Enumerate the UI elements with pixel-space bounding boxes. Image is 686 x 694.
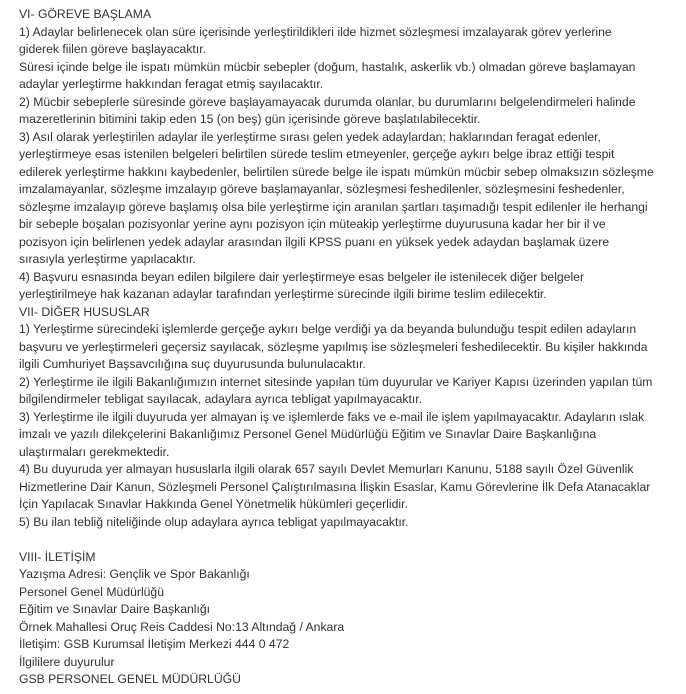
paragraph-vi-1: 1) Adaylar belirlenecek olan süre içerisinde yerleştirildikleri ilde hizmet sözleşmesi imzalayarak görev yerlerine giderek fiilen göreve başlayacaktır. Süresi içinde belge ile ispatı mümkün mücbir sebepler (doğum, hastalık, askerlik vb.) olmadan göreve başlamayan adaylar yerleştirme hakkından feragat etmiş sayılacaktır. xyxy=(19,24,636,91)
announcement-note: İlgililere duyurulur xyxy=(19,654,115,669)
contact-address: Yazışma Adresi: Gençlik ve Spor Bakanlığı xyxy=(19,567,250,581)
section-title-iletisim: VIII- İLETİŞİM xyxy=(19,549,96,564)
contact-department: Personel Genel Müdürlüğü xyxy=(19,584,164,599)
section-iletisim xyxy=(19,549,669,689)
section-goreve-baslama xyxy=(19,6,669,304)
paragraph-vii-3: 3) Yerleştirme ile ilgili duyuruda yer almayan iş ve işlemlerde faks ve e-mail ile işlem yapılmayacaktır. Adayların ıslak imzalı ve yazılı dilekçelerini Bakanlığımız Personel Genel Müdürlüğü Eğitim ve Sınavlar Daire Başkanlığına ulaştırmaları gerekmektedir. xyxy=(19,409,645,459)
paragraph-vi-4: 4) Başvuru esnasında beyan edilen bilgilere dair yerleştirmeye esas belgeler ile istenilecek diğer belgeler yerleştirilmeye hak kazanan adaylar tarafından yerleştirme sürecinde ilgili birime teslim edilecektir. xyxy=(19,269,584,301)
section-title-goreve-baslama: VI- GÖREVE BAŞLAMA xyxy=(19,7,152,21)
paragraph-vii-5: 5) Bu ilan tebliğ niteliğinde olup adaylara ayrıca tebligat yapılmayacaktır. xyxy=(19,514,409,529)
paragraph-vii-4: 4) Bu duyuruda yer almayan hususlarla ilgili olarak 657 sayılı Devlet Memurları Kanunu, 5188 sayılı Özel Güvenlik Hizmetlerine Dair Kanun, Sözleşmeli Personel Çalıştırılmasına İlişkin Esaslar, Kamu Görevlerine İlk Defa Atanacaklar İçin Yapılacak Sınavlar Hakkında Genel Yönetmelik hükümleri geçerlidir. xyxy=(19,462,651,511)
section-spacer xyxy=(19,531,669,549)
paragraph-vii-1: 1) Yerleştirme sürecindeki işlemlerde gerçeğe aykırı belge verdiği ya da beyanda bulunduğu tespit edilen adayların başvuru ve yerleştirmeleri geçersiz sayılacak, sözleşme yapılmış ise sözleşmeleri feshedilecektir. Bu kişiler hakkında ilgili Cumhuriyet Başsavcılığına suç duyurusunda bulunulacaktır. xyxy=(19,322,648,371)
section-diger-hususlar xyxy=(19,304,669,532)
signature-org: GSB PERSONEL GENEL MÜDÜRLÜĞÜ xyxy=(19,672,241,686)
contact-division: Eğitim ve Sınavlar Daire Başkanlığı xyxy=(19,602,211,616)
paragraph-vi-2: 2) Mücbir sebeplerle süresinde göreve başlayamayacak durumda olanlar, bu durumlarını belgelendirmeleri halinde mazeretlerinin bitimini takip eden 15 (on beş) gün içerisinde göreve başlatılabilecektir. xyxy=(19,94,636,126)
contact-street: Örnek Mahallesi Oruç Reis Caddesi No:13 Altındağ / Ankara xyxy=(19,619,345,634)
paragraph-vi-3: 3) Asıl olarak yerleştirilen adaylar ile yerleştirme sırası gelen yedek adaylardan; haklarından feragat edenler, yerleştirmeye esas istenilen belgeleri belirtilen sürede teslim etmeyenler, gerçeğe aykırı belge ibraz ettiği tespit edilerek yerleştirme hakkını kaybedenler, belirtilen sürede belge ile ispatı mümkün mücbir sebep olmaksızın sözleşme imzalamayanlar, sözleşme imzalayıp göreve başlamayanlar, sözleşmesi feshedilenler, sözleşmesini feshedenler, sözleşme imzalayıp göreve başlamış olsa bile yerleştirme için aranılan şartları taşımadığı tespit edilenler ile herhangi bir sebeple boşalan pozisyonlar yerine aynı pozisyon için müteakip yerleştirme duyurusuna kadar her bir il ve pozisyon için belirlenen yedek adaylar arasından ilgili KPSS puanı en yüksek yedek adaydan başlamak üzere sırasıyla yerleştirme yapılacaktır. xyxy=(19,129,654,266)
contact-phone: İletişim: GSB Kurumsal İletişim Merkezi 444 0 472 xyxy=(19,637,290,651)
section-title-diger-hususlar: VII- DİĞER HUSUSLAR xyxy=(19,304,150,319)
paragraph-vii-2: 2) Yerleştirme ile ilgili Bakanlığımızın internet sitesinde yapılan tüm duyurular ve Kariyer Kapısı üzerinden yapılan tüm bilgilendirmeler tebligat sayılacak, adaylara ayrıca tebligat yapılmayacaktır. xyxy=(19,374,653,406)
